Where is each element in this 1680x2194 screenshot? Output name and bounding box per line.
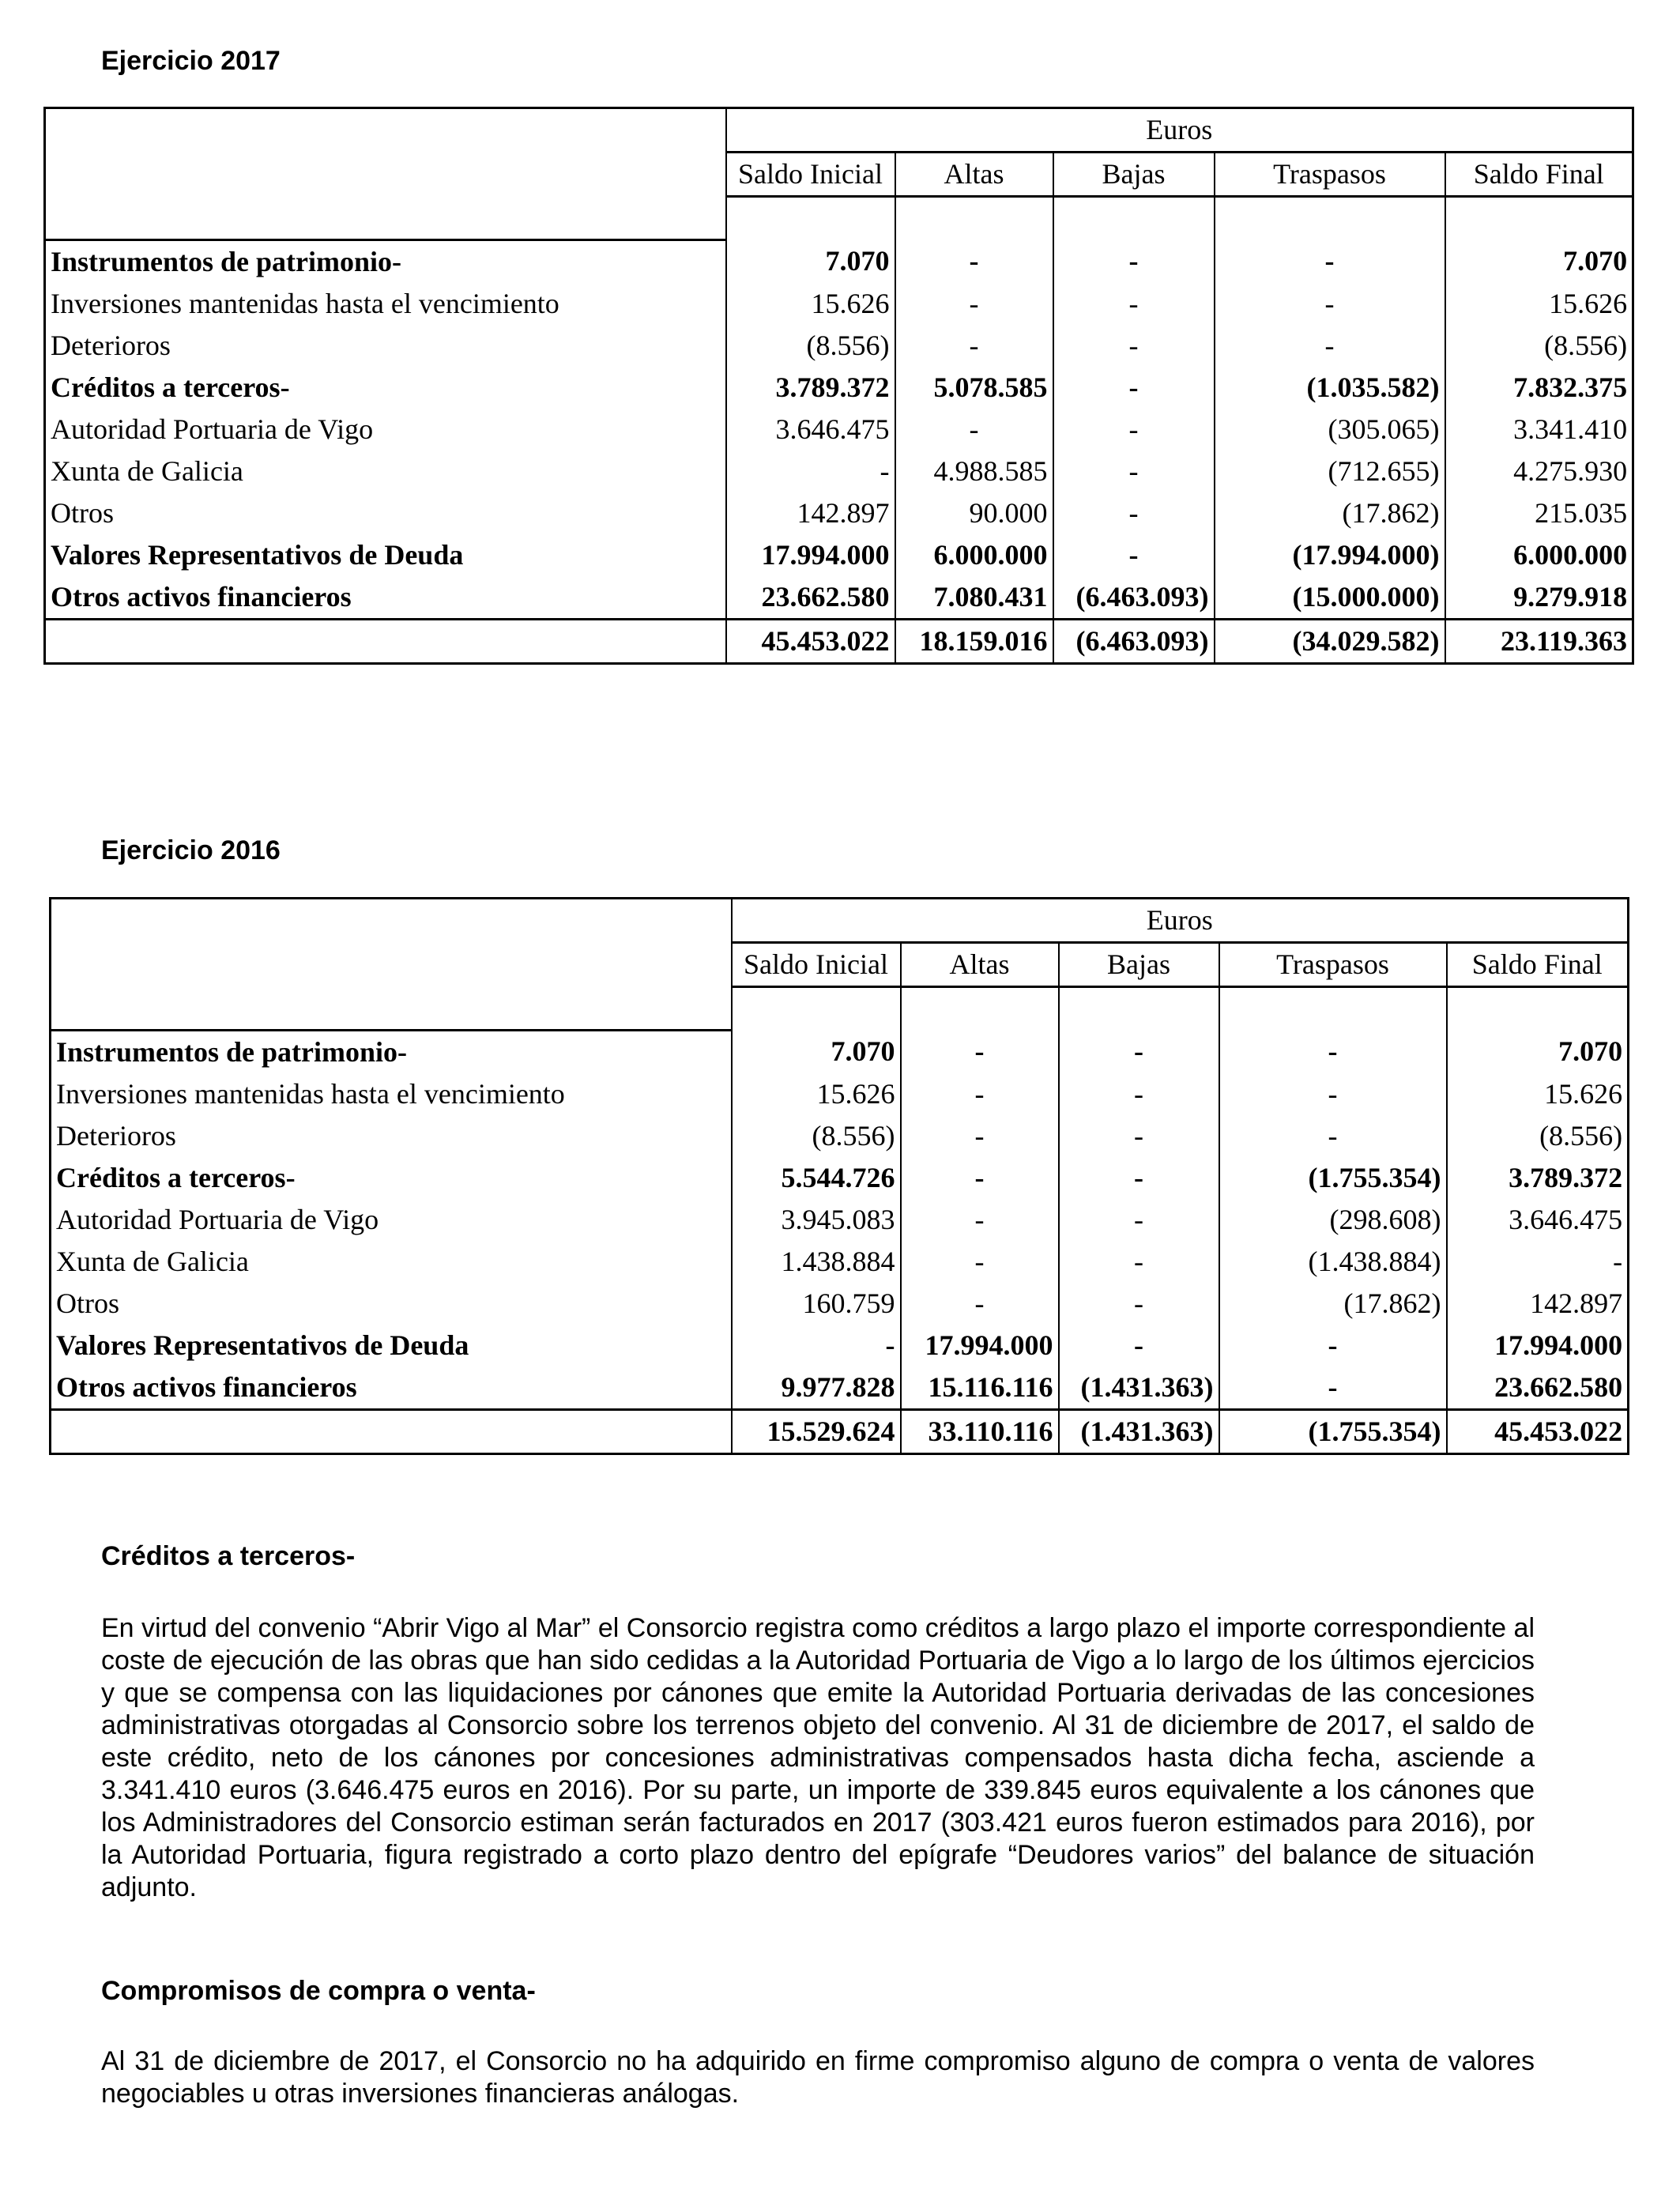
header-blank-cell bbox=[51, 899, 732, 1031]
row-value: (17.994.000) bbox=[1215, 534, 1445, 576]
row-label: Otros activos financieros bbox=[56, 1370, 357, 1403]
row-value: 4.275.930 bbox=[1445, 450, 1633, 492]
table-row bbox=[51, 1367, 1629, 1410]
row-value: 3.646.475 bbox=[1447, 1199, 1629, 1241]
row-value: 142.897 bbox=[726, 492, 895, 534]
section-title-2017: Ejercicio 2017 bbox=[101, 46, 281, 76]
row-value: - bbox=[1053, 492, 1215, 534]
total-row bbox=[45, 619, 1633, 663]
table-row bbox=[45, 325, 1633, 367]
row-value: 17.994.000 bbox=[726, 534, 895, 576]
row-label: Xunta de Galicia bbox=[51, 454, 243, 487]
euros-header: Euros bbox=[726, 108, 1633, 153]
section-title-2016: Ejercicio 2016 bbox=[101, 835, 281, 865]
row-value: (298.608) bbox=[1219, 1199, 1447, 1241]
row-value: 1.438.884 bbox=[732, 1241, 901, 1283]
table-row bbox=[45, 534, 1633, 576]
row-value: - bbox=[901, 1199, 1059, 1241]
row-value: (1.431.363) bbox=[1059, 1367, 1219, 1410]
row-value: - bbox=[1053, 450, 1215, 492]
spacer-cell bbox=[901, 987, 1059, 1031]
total-value: (6.463.093) bbox=[1053, 619, 1215, 663]
spacer-cell bbox=[1447, 987, 1629, 1031]
row-value: 4.988.585 bbox=[895, 450, 1053, 492]
total-value: (1.755.354) bbox=[1219, 1409, 1447, 1453]
row-value: - bbox=[901, 1157, 1059, 1199]
table-row bbox=[51, 1325, 1629, 1367]
total-value: 33.110.116 bbox=[901, 1409, 1059, 1453]
row-value: 6.000.000 bbox=[895, 534, 1053, 576]
row-value: 15.626 bbox=[726, 283, 895, 325]
row-value: - bbox=[1215, 283, 1445, 325]
total-label-blank bbox=[45, 619, 726, 663]
row-value: 3.341.410 bbox=[1445, 409, 1633, 450]
row-value: (1.755.354) bbox=[1219, 1157, 1447, 1199]
row-value: 142.897 bbox=[1447, 1283, 1629, 1325]
column-header: Bajas bbox=[1059, 943, 1219, 987]
row-value: - bbox=[1053, 534, 1215, 576]
row-label: Instrumentos de patrimonio- bbox=[56, 1035, 408, 1068]
table-row bbox=[51, 1199, 1629, 1241]
total-value: 15.529.624 bbox=[732, 1409, 901, 1453]
row-label: Valores Representativos de Deuda bbox=[56, 1329, 469, 1361]
row-value: 7.080.431 bbox=[895, 576, 1053, 620]
column-header: Saldo Final bbox=[1445, 153, 1633, 197]
row-value: - bbox=[1059, 1241, 1219, 1283]
row-value: (8.556) bbox=[1445, 325, 1633, 367]
row-value: 7.070 bbox=[726, 239, 895, 283]
row-value: 7.832.375 bbox=[1445, 367, 1633, 409]
table-ejercicio-2016 bbox=[49, 897, 1629, 1455]
table-row bbox=[45, 576, 1633, 620]
row-value: - bbox=[1059, 1115, 1219, 1157]
row-value: - bbox=[1059, 1199, 1219, 1241]
row-value: 7.070 bbox=[1445, 239, 1633, 283]
table-row bbox=[51, 1241, 1629, 1283]
row-value: (1.438.884) bbox=[1219, 1241, 1447, 1283]
table-row bbox=[45, 492, 1633, 534]
row-label: Inversiones mantenidas hasta el vencimiento bbox=[56, 1077, 565, 1110]
row-value: 23.662.580 bbox=[726, 576, 895, 620]
header-blank-cell bbox=[45, 108, 726, 240]
row-value: 23.662.580 bbox=[1447, 1367, 1629, 1410]
row-value: 15.626 bbox=[1447, 1073, 1629, 1115]
total-value: (1.431.363) bbox=[1059, 1409, 1219, 1453]
row-value: - bbox=[1059, 1030, 1219, 1073]
column-header: Altas bbox=[895, 153, 1053, 197]
header-row-euros bbox=[45, 108, 1633, 153]
column-header: Bajas bbox=[1053, 153, 1215, 197]
row-label: Otros activos financieros bbox=[51, 580, 352, 613]
spacer-cell bbox=[1445, 197, 1633, 240]
row-label: Instrumentos de patrimonio- bbox=[51, 245, 402, 277]
row-label: Créditos a terceros- bbox=[56, 1161, 296, 1193]
row-label: Valores Representativos de Deuda bbox=[51, 538, 464, 571]
row-value: - bbox=[1219, 1325, 1447, 1367]
spacer-cell bbox=[732, 987, 901, 1031]
row-value: (712.655) bbox=[1215, 450, 1445, 492]
row-value: - bbox=[732, 1325, 901, 1367]
row-value: 7.070 bbox=[1447, 1030, 1629, 1073]
total-label-blank bbox=[51, 1409, 732, 1453]
row-value: 5.078.585 bbox=[895, 367, 1053, 409]
row-value: - bbox=[895, 239, 1053, 283]
spacer-cell bbox=[1215, 197, 1445, 240]
row-value: 6.000.000 bbox=[1445, 534, 1633, 576]
row-value: - bbox=[1053, 409, 1215, 450]
row-value: - bbox=[895, 325, 1053, 367]
row-value: - bbox=[1053, 367, 1215, 409]
row-value: 17.994.000 bbox=[901, 1325, 1059, 1367]
row-value: - bbox=[1053, 325, 1215, 367]
row-value: - bbox=[901, 1283, 1059, 1325]
header-row-euros bbox=[51, 899, 1629, 943]
row-value: - bbox=[1053, 283, 1215, 325]
row-value: 9.977.828 bbox=[732, 1367, 901, 1410]
row-value: 7.070 bbox=[732, 1030, 901, 1073]
total-value: 23.119.363 bbox=[1445, 619, 1633, 663]
row-value: - bbox=[1059, 1283, 1219, 1325]
table-row bbox=[45, 450, 1633, 492]
total-value: (34.029.582) bbox=[1215, 619, 1445, 663]
row-value: (15.000.000) bbox=[1215, 576, 1445, 620]
row-label: Autoridad Portuaria de Vigo bbox=[51, 413, 374, 445]
spacer-cell bbox=[1053, 197, 1215, 240]
total-value: 45.453.022 bbox=[726, 619, 895, 663]
compromisos-paragraph: Al 31 de diciembre de 2017, el Consorcio no ha adquirido en firme compromiso alguno de compra o venta de valores negociables u otras inversiones financieras análogas. bbox=[101, 2046, 1535, 2109]
row-value: 15.626 bbox=[1445, 283, 1633, 325]
row-value: - bbox=[1053, 239, 1215, 283]
row-value: (8.556) bbox=[1447, 1115, 1629, 1157]
column-header: Traspasos bbox=[1215, 153, 1445, 197]
row-value: 5.544.726 bbox=[732, 1157, 901, 1199]
table-row bbox=[45, 283, 1633, 325]
row-value: - bbox=[1447, 1241, 1629, 1283]
row-value: - bbox=[901, 1241, 1059, 1283]
row-value: 90.000 bbox=[895, 492, 1053, 534]
row-value: (17.862) bbox=[1219, 1283, 1447, 1325]
row-value: - bbox=[1219, 1367, 1447, 1410]
creditos-heading: Créditos a terceros- bbox=[101, 1541, 356, 1571]
row-value: - bbox=[901, 1073, 1059, 1115]
row-label: Créditos a terceros- bbox=[51, 371, 290, 403]
row-label: Autoridad Portuaria de Vigo bbox=[56, 1203, 379, 1235]
row-value: 3.789.372 bbox=[1447, 1157, 1629, 1199]
table-row bbox=[51, 1030, 1629, 1073]
row-value: 15.626 bbox=[732, 1073, 901, 1115]
table-row bbox=[45, 409, 1633, 450]
row-value: 9.279.918 bbox=[1445, 576, 1633, 620]
row-value: 3.789.372 bbox=[726, 367, 895, 409]
row-label: Deterioros bbox=[51, 329, 171, 361]
table-row bbox=[45, 367, 1633, 409]
table-body bbox=[45, 108, 1633, 664]
spacer-cell bbox=[1219, 987, 1447, 1031]
table-row bbox=[51, 1115, 1629, 1157]
row-label: Otros bbox=[56, 1287, 119, 1319]
row-value: 15.116.116 bbox=[901, 1367, 1059, 1410]
compromisos-heading: Compromisos de compra o venta- bbox=[101, 1976, 536, 2006]
total-value: 45.453.022 bbox=[1447, 1409, 1629, 1453]
spacer-cell bbox=[895, 197, 1053, 240]
table-row bbox=[51, 1283, 1629, 1325]
table-body bbox=[51, 899, 1629, 1454]
row-value: 160.759 bbox=[732, 1283, 901, 1325]
row-value: - bbox=[1215, 325, 1445, 367]
row-value: - bbox=[895, 409, 1053, 450]
column-header: Traspasos bbox=[1219, 943, 1447, 987]
row-value: - bbox=[1059, 1073, 1219, 1115]
total-value: 18.159.016 bbox=[895, 619, 1053, 663]
row-value: 17.994.000 bbox=[1447, 1325, 1629, 1367]
table-ejercicio-2017 bbox=[43, 107, 1634, 665]
row-value: - bbox=[1059, 1157, 1219, 1199]
row-value: - bbox=[901, 1030, 1059, 1073]
row-value: (8.556) bbox=[726, 325, 895, 367]
column-header: Saldo Inicial bbox=[732, 943, 901, 987]
row-value: (8.556) bbox=[732, 1115, 901, 1157]
row-value: - bbox=[1215, 239, 1445, 283]
row-value: - bbox=[895, 283, 1053, 325]
creditos-paragraph: En virtud del convenio “Abrir Vigo al Mar” el Consorcio registra como créditos a largo plazo el importe correspondiente al coste de ejecución de las obras que han sido cedidas a la Autoridad Portuaria de Vigo a lo largo de los últimos ejercicios y que se compensa con las liquidaciones por cánones que emite la Autoridad Portuaria derivadas de las concesiones administrativas otorgadas al Consorcio sobre los terrenos objeto del convenio. Al 31 de diciembre de 2017, el saldo de este crédito, neto de los cánones por concesiones administrativas compensados hasta dicha fecha, asciende a 3.341.410 euros (3.646.475 euros en 2016). Por su parte, un importe de 339.845 euros equivalente a los cánones que los Administradores del Consorcio estiman serán facturados en 2017 (303.421 euros fueron estimados para 2016), por la Autoridad Portuaria, figura registrado a corto plazo dentro del epígrafe “Deudores varios” del balance de situación adjunto. bbox=[101, 1613, 1535, 1902]
column-header: Saldo Inicial bbox=[726, 153, 895, 197]
table-row bbox=[51, 1073, 1629, 1115]
spacer-cell bbox=[1059, 987, 1219, 1031]
column-header: Saldo Final bbox=[1447, 943, 1629, 987]
row-value: - bbox=[1219, 1030, 1447, 1073]
row-value: (17.862) bbox=[1215, 492, 1445, 534]
row-value: (6.463.093) bbox=[1053, 576, 1215, 620]
row-value: - bbox=[1219, 1073, 1447, 1115]
row-value: (1.035.582) bbox=[1215, 367, 1445, 409]
table-row bbox=[45, 239, 1633, 283]
row-value: - bbox=[1059, 1325, 1219, 1367]
total-row bbox=[51, 1409, 1629, 1453]
column-header: Altas bbox=[901, 943, 1059, 987]
row-label: Inversiones mantenidas hasta el vencimiento bbox=[51, 287, 559, 319]
row-value: 3.646.475 bbox=[726, 409, 895, 450]
row-label: Xunta de Galicia bbox=[56, 1245, 249, 1277]
table-row bbox=[51, 1157, 1629, 1199]
row-value: 215.035 bbox=[1445, 492, 1633, 534]
row-value: (305.065) bbox=[1215, 409, 1445, 450]
row-value: - bbox=[901, 1115, 1059, 1157]
row-value: 3.945.083 bbox=[732, 1199, 901, 1241]
row-value: - bbox=[1219, 1115, 1447, 1157]
euros-header: Euros bbox=[732, 899, 1629, 943]
spacer-cell bbox=[726, 197, 895, 240]
row-value: - bbox=[726, 450, 895, 492]
row-label: Deterioros bbox=[56, 1119, 176, 1152]
row-label: Otros bbox=[51, 496, 114, 529]
